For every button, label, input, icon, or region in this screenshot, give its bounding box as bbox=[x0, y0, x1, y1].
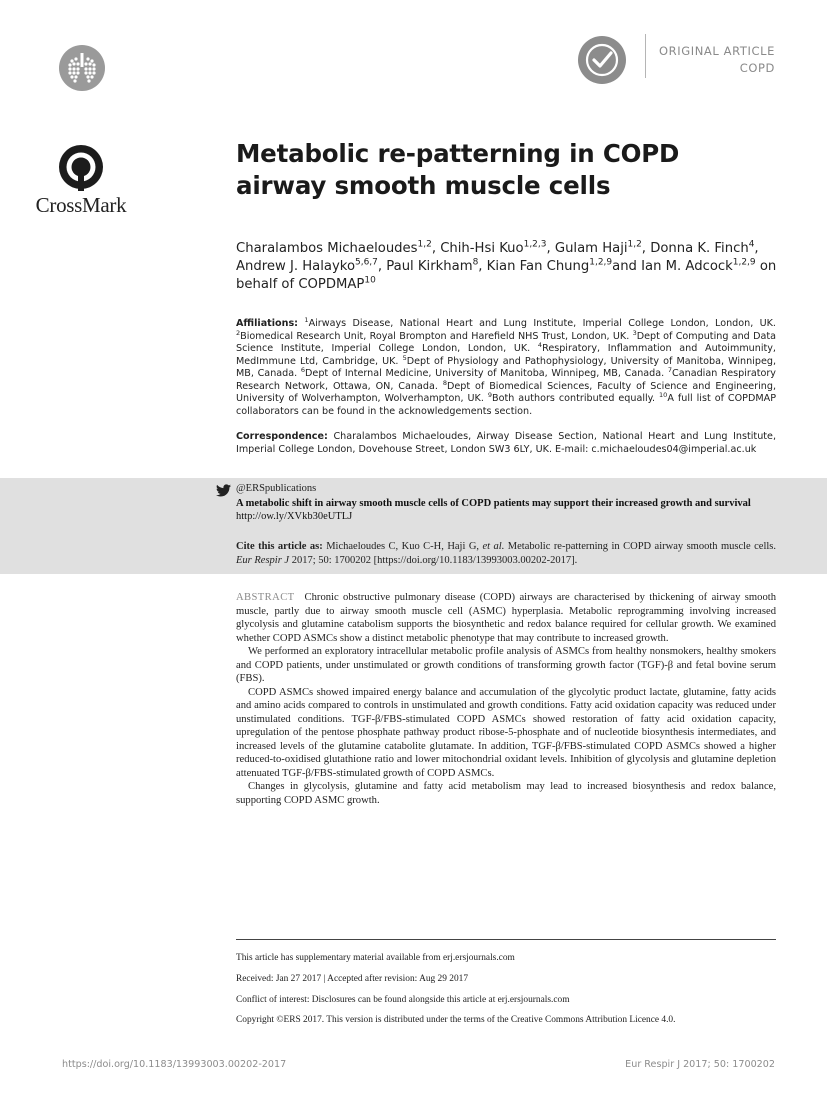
cite-this-article: Cite this article as: Michaeloudes C, Kuo C-H, Haji G, et al. Metabolic re-patterning in COPD airway smooth muscle cells. Eur Respir J 2017; 50: 1700202 [https://doi.org/10.1183/13993003.00202-2017]. bbox=[236, 541, 777, 566]
tweet-text: A metabolic shift in airway smooth muscle cells of COPD patients may support their increased growth and survival bbox=[236, 498, 751, 509]
article-type-label: ORIGINAL ARTICLE bbox=[658, 44, 775, 58]
author: Kian Fan Chung$^{1,2,9}$ bbox=[486, 257, 613, 274]
lung-icon bbox=[59, 45, 105, 91]
affiliation: A full list of COPDMAP collaborators can be found in the acknowledgements section. bbox=[236, 393, 776, 417]
affiliation: Biomedical Research Unit, Royal Brompton and Harefield NHS Trust, London, UK. bbox=[240, 330, 630, 342]
author: Gulam Haji$^{1,2}$ bbox=[554, 239, 642, 256]
abstract-label: ABSTRACT bbox=[236, 592, 295, 603]
author: Chih-Hsi Kuo$^{1,2,3}$ bbox=[440, 239, 547, 256]
correspondence-label: Correspondence: bbox=[236, 431, 328, 442]
author: Paul Kirkham$^8$ bbox=[386, 257, 479, 274]
footnote-divider bbox=[236, 939, 776, 940]
authors-behalf: on behalf of COPDMAP$^{10}$ bbox=[236, 259, 777, 292]
abstract-paragraph: ABSTRACT Chronic obstructive pulmonary disease (COPD) airways are characterised by thickening of airway smooth muscle, partly due to airway smooth muscle cell (ASMC) hyperplasia. Metabolic reprogramming involving increased glycolysis and glutamine catabolism supports the biosynthetic and redox balance required for cellular growth. We examined whether COPD ASMCs show a distinct metabolic phenotype that may contribute to increased growth. bbox=[236, 592, 776, 644]
author-list: Charalambos Michaeloudes$^{1,2}$, Chih-Hsi Kuo$^{1,2,3}$, Gulam Haji$^{1,2}$, Donna K. Finch$^4$, Andrew J. Halayko$^{5,6,7}$, Paul Kirkham$^8$, Kian Fan Chung$^{1,2,9}$and Ian M. Adcock$^{1,2,9}$ on behalf of COPDMAP$^{10}$ bbox=[236, 239, 777, 292]
abstract-paragraph: Changes in glycolysis, glutamine and fatty acid metabolism may lead to increased biosynthesis and redox balance, supporting COPD ASMC growth. bbox=[236, 781, 776, 806]
affiliation: Dept of Physiology and Pathophysiology, University of Manitoba, Winnipeg, MB, Canada. bbox=[236, 355, 776, 379]
abstract-paragraph: We performed an exploratory intracellular metabolic profile analysis of ASMCs from healthy nonsmokers, healthy smokers and COPD patients, under unstimulated or growth conditions of transforming growth factor (TGF)-β and fetal bovine serum (FBS). bbox=[236, 646, 776, 684]
open-access-check-icon bbox=[578, 36, 626, 84]
affiliations-label: Affiliations: bbox=[236, 318, 299, 329]
affiliation: Dept of Computing and Data Science Institute, Imperial College London, London, UK. bbox=[236, 330, 776, 354]
article-type bbox=[659, 43, 775, 77]
crossmark-label: CrossMark bbox=[35, 193, 127, 217]
affiliation: Dept of Biomedical Sciences, Faculty of Science and Engineering, University of Wolverhampton, Wolverhampton, UK. bbox=[236, 380, 776, 404]
footnotes bbox=[236, 953, 776, 1036]
footer-doi[interactable]: https://doi.org/10.1183/13993003.00202-2017 bbox=[62, 1059, 287, 1070]
author: Charalambos Michaeloudes$^{1,2}$ bbox=[236, 239, 432, 256]
article-title: Metabolic re-patterning in COPD airway smooth muscle cells bbox=[236, 139, 680, 200]
abstract-paragraph: COPD ASMCs showed impaired energy balance and accumulation of the glycolytic product lactate, glutamine, fatty acids and amino acids compared to controls in unstimulated and growth conditions. Fatty acid oxidation capacity was reduced under unstimulated conditions. TGF-β/FBS-stimulated COPD ASMCs showed restoration of fatty acid oxidation capacity, upregulation of the pentose phosphate pathway product ribose-5-phosphate and of nucleotide biosynthesis intermediates, and increased levels of the glutamine catabolite glutamate. In addition, TGF-β/FBS-stimulated COPD ASMCs showed a higher reduced-to-oxidised glutathione ratio and lower mitochondrial oxidant levels. Inhibition of glycolysis and glutamine depletion attenuated TGF-β/FBS-stimulated growth of COPD ASMCs. bbox=[236, 686, 776, 779]
correspondence bbox=[236, 431, 776, 456]
affiliation: Dept of Internal Medicine, University of Manitoba, Winnipeg, MB, Canada. bbox=[305, 368, 665, 379]
copyright: Copyright ©ERS 2017. This version is distributed under the terms of the Creative Commons Attribution Licence 4.0. bbox=[236, 1015, 676, 1026]
authors-connector: and bbox=[612, 259, 637, 274]
affiliation: Airways Disease, National Heart and Lung Institute, Imperial College London, London, UK. bbox=[308, 318, 776, 329]
crossmark-icon bbox=[57, 143, 105, 191]
tweet-link[interactable]: http://ow.ly/XVkb30eUTLJ bbox=[236, 511, 353, 522]
affiliations: Affiliations: $^1$Airways Disease, National Heart and Lung Institute, Imperial College London, London, UK. $^2$Biomedical Research Unit, Royal Brompton and Harefield NHS Trust, London, UK. $^3$Dept of Computing and Data Science Institute, Imperial College London, London, UK. $^4$Respiratory, Inflammation and Autoimmunity, MedImmune Ltd, Cambridge, UK. $^5$Dept of Physiology and Pathophysiology, University of Manitoba, Winnipeg, MB, Canada. $^6$Dept of Internal Medicine, University of Manitoba, Winnipeg, MB, Canada. $^7$Canadian Respiratory Research Network, Ottawa, ON, Canada. $^8$Dept of Biomedical Sciences, Faculty of Science and Engineering, University of Wolverhampton, Wolverhampton, UK. $^9$Both authors contributed equally. $^{10}$A full list of COPDMAP collaborators can be found in the acknowledgements section. bbox=[236, 315, 776, 417]
correspondence-text[interactable]: Charalambos Michaeloudes, Airway Disease Section, National Heart and Lung Institute, Imperial College London, Dovehouse Street, London SW3 6LY, UK. E-mail: c.michaeloudes04@imperial.ac.uk bbox=[236, 431, 776, 455]
twitter-bird-icon bbox=[216, 484, 231, 497]
abstract bbox=[236, 591, 776, 807]
cite-journal: Eur Respir J bbox=[236, 554, 290, 566]
footer-journal: Eur Respir J 2017; 50: 1700202 bbox=[625, 1059, 775, 1070]
cite-reference[interactable]: 2017; 50: 1700202 [https://doi.org/10.1183/13993003.00202-2017]. bbox=[291, 554, 578, 566]
conflict-of-interest: Conflict of interest: Disclosures can be found alongside this article at erj.ersjournals.com bbox=[236, 994, 570, 1005]
tweet bbox=[236, 497, 776, 523]
affiliation: Both authors contributed equally. bbox=[492, 393, 656, 404]
author: Andrew J. Halayko$^{5,6,7}$ bbox=[236, 257, 378, 274]
affiliation: Canadian Respiratory Research Network, Ottawa, ON, Canada. bbox=[236, 368, 776, 392]
author: Ian M. Adcock$^{1,2,9}$ bbox=[641, 257, 756, 274]
article-topic: COPD bbox=[739, 61, 775, 75]
twitter-handle[interactable]: @ERSpublications bbox=[236, 483, 317, 494]
cite-label: Cite this article as: bbox=[236, 541, 323, 552]
author: Donna K. Finch$^4$ bbox=[650, 239, 755, 256]
received-dates: Received: Jan 27 2017 | Accepted after revision: Aug 29 2017 bbox=[236, 973, 469, 984]
affiliation: Respiratory, Inflammation and Autoimmunity, MedImmune Ltd, Cambridge, UK. bbox=[236, 343, 776, 367]
supplementary-note: This article has supplementary material available from erj.ersjournals.com bbox=[236, 953, 515, 963]
ers-lung-logo bbox=[59, 45, 105, 91]
crossmark-badge[interactable] bbox=[31, 143, 131, 218]
header-divider bbox=[645, 34, 646, 78]
